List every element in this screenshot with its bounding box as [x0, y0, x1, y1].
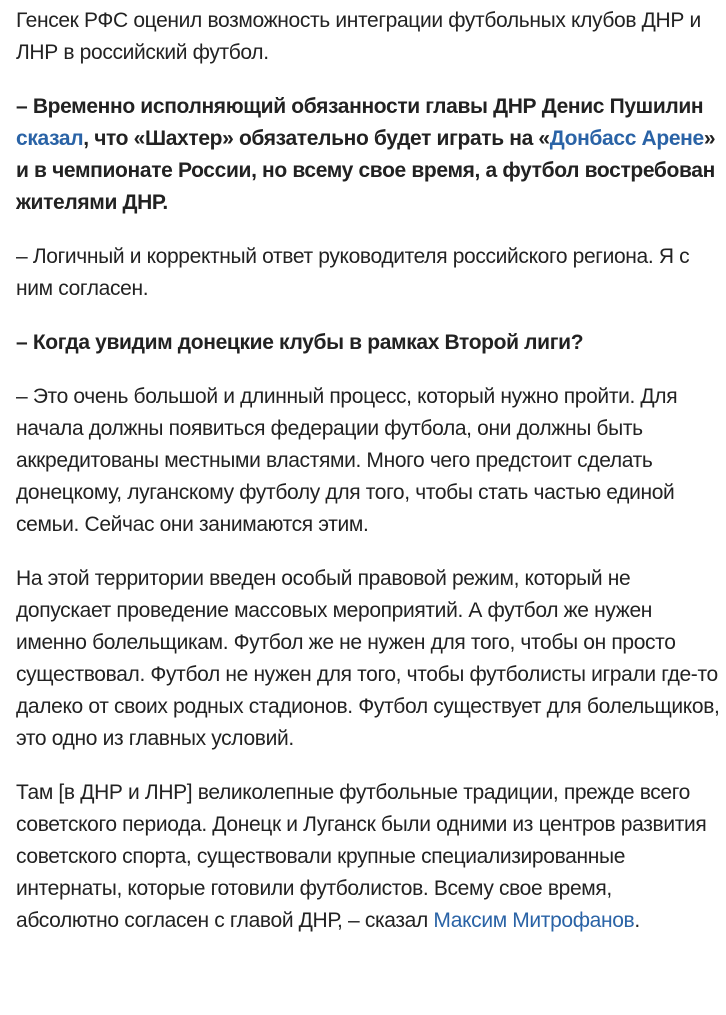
- question-1-text-a: – Временно исполняющий обязанности главы ДНР Денис Пушилин: [16, 95, 704, 118]
- answer-paragraph-1: – Логичный и корректный ответ руководителя российского региона. Я с ним согласен.: [16, 245, 690, 300]
- said-link[interactable]: сказал: [16, 127, 84, 150]
- intro-paragraph: Генсек РФС оценил возможность интеграции футбольных клубов ДНР и ЛНР в российский футбол.: [16, 9, 701, 64]
- donbass-arena-link[interactable]: Донбасс Арене: [549, 127, 704, 150]
- question-1-text-c: » и в чемпионате России, но всему свое время, а футбол востребован жителями ДНР.: [16, 127, 716, 214]
- answer-paragraph-4: [16, 777, 720, 937]
- answer-paragraph-2: – Это очень большой и длинный процесс, который нужно пройти. Для начала должны появиться федерации футбола, они должны быть аккредитованы местными властями. Много чего предстоит сделать донецкому, луганскому футболу для того, чтобы стать частью единой семьи. Сейчас они занимаются этим.: [16, 385, 678, 536]
- maxim-mitrofanov-link[interactable]: Максим Митрофанов: [433, 909, 635, 932]
- article-body: [0, 5, 726, 937]
- question-1-text-b: , что «Шахтер» обязательно будет играть на «: [83, 127, 550, 150]
- question-paragraph-2: – Когда увидим донецкие клубы в рамках Второй лиги?: [16, 331, 584, 354]
- answer-4-end: .: [634, 909, 640, 932]
- question-paragraph-1: [16, 91, 720, 219]
- answer-4-text: Там [в ДНР и ЛНР] великолепные футбольные традиции, прежде всего советского периода. Донецк и Луганск были одними из центров развития советского спорта, существовали крупные специализированные интернаты, которые готовили футболистов. Всему свое время, абсолютно согласен с главой ДНР, – сказал: [16, 781, 707, 932]
- answer-paragraph-3: На этой территории введен особый правовой режим, который не допускает проведение массовых мероприятий. А футбол же нужен именно болельщикам. Футбол же не нужен для того, чтобы он просто существовал. Футбол не нужен для того, чтобы футболисты играли где-то далеко от своих родных стадионов. Футбол существует для болельщиков, это одно из главных условий.: [16, 567, 720, 750]
